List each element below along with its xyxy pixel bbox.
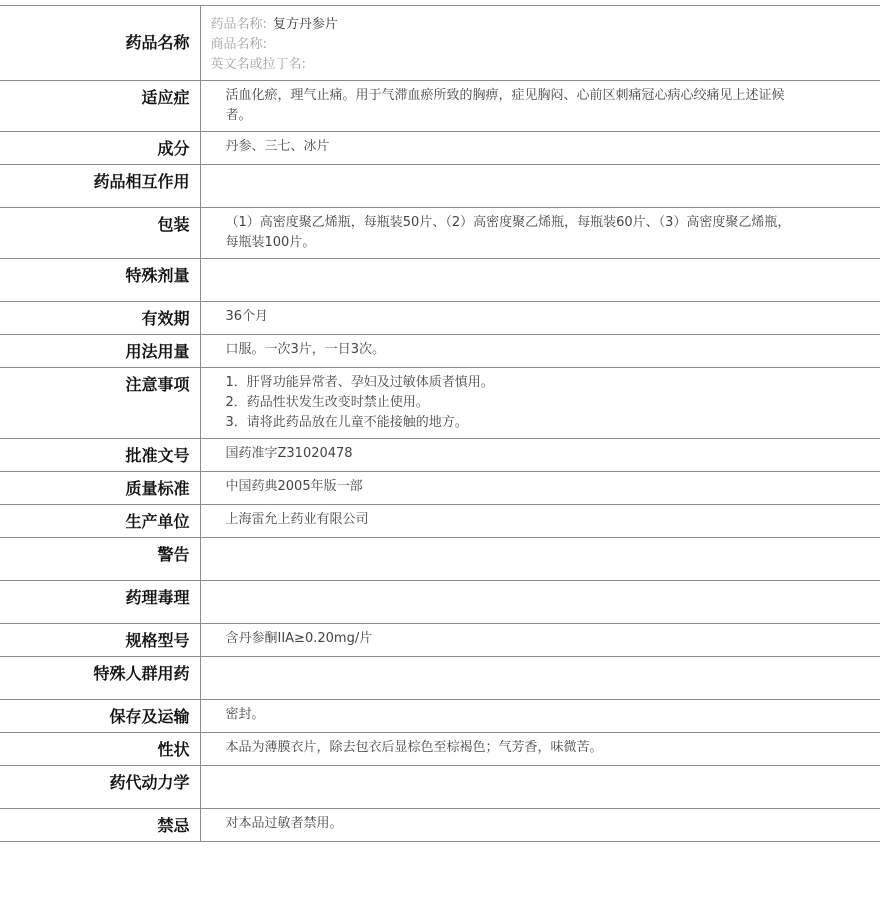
- row-label: 生产单位: [0, 505, 200, 538]
- trade-name-key: 商品名称:: [210, 37, 267, 52]
- row-label: 药理毒理: [0, 581, 200, 624]
- row-value: [200, 538, 880, 581]
- row-manufacturer: [0, 505, 880, 538]
- row-value: 国药准字Z31020478: [200, 439, 880, 472]
- row-value: [200, 581, 880, 624]
- row-label: 性状: [0, 733, 200, 766]
- row-validity: [0, 302, 880, 335]
- english-name-line: [211, 55, 871, 75]
- row-value: 中国药典2005年版一部: [200, 472, 880, 505]
- trade-name-line: [211, 35, 871, 55]
- row-indications: [0, 81, 880, 132]
- row-toxicology: [0, 581, 880, 624]
- row-label: 有效期: [0, 302, 200, 335]
- drug-name-key: 药品名称:: [210, 17, 267, 32]
- row-label: 药品名称: [0, 6, 200, 81]
- row-value: [200, 165, 880, 208]
- row-value: 丹参、三七、冰片: [200, 132, 880, 165]
- row-usage: [0, 335, 880, 368]
- row-label: 包装: [0, 208, 200, 259]
- row-label: 规格型号: [0, 624, 200, 657]
- list-item: 1．肝肾功能异常者、孕妇及过敏体质者慎用。: [225, 375, 494, 390]
- row-label: 特殊人群用药: [0, 657, 200, 700]
- row-value: 密封。: [200, 700, 880, 733]
- drug-name-line: [211, 15, 871, 35]
- row-label: 药代动力学: [0, 766, 200, 809]
- row-label: 用法用量: [0, 335, 200, 368]
- row-value: 本品为薄膜衣片，除去包衣后显棕色至棕褐色；气芳香，味微苦。: [200, 733, 880, 766]
- row-precautions: [0, 368, 880, 439]
- row-value: 含丹参酮IIA≥0.20mg/片: [200, 624, 880, 657]
- row-value: 口服。一次3片，一日3次。: [200, 335, 880, 368]
- row-warning: [0, 538, 880, 581]
- row-label: 注意事项: [0, 368, 200, 439]
- drug-spec-table: [0, 5, 880, 842]
- row-label: 警告: [0, 538, 200, 581]
- row-label: 成分: [0, 132, 200, 165]
- row-packaging: [0, 208, 880, 259]
- row-label: 适应症: [0, 81, 200, 132]
- english-name-key: 英文名或拉丁名:: [210, 57, 306, 72]
- row-label: 质量标准: [0, 472, 200, 505]
- precautions-list: [200, 368, 880, 439]
- row-value: （1）高密度聚乙烯瓶，每瓶装50片、（2）高密度聚乙烯瓶，每瓶装60片、（3）高密度聚乙烯瓶，每瓶装100片。: [200, 208, 880, 259]
- row-value: 活血化瘀，理气止痛。用于气滞血瘀所致的胸痹，症见胸闷、心前区刺痛冠心病心绞痛见上述证候者。: [200, 81, 880, 132]
- row-value: [200, 259, 880, 302]
- row-label: 禁忌: [0, 809, 200, 842]
- row-special-population: [0, 657, 880, 700]
- row-ingredients: [0, 132, 880, 165]
- drug-name-block: [200, 6, 880, 81]
- row-standard: [0, 472, 880, 505]
- row-value: 36个月: [200, 302, 880, 335]
- list-item: 2．药品性状发生改变时禁止使用。: [225, 395, 429, 410]
- row-contraindications: [0, 809, 880, 842]
- row-label: 药品相互作用: [0, 165, 200, 208]
- row-approval: [0, 439, 880, 472]
- row-value: [200, 766, 880, 809]
- drug-name-value: 复方丹参片: [272, 17, 338, 32]
- list-item: 3．请将此药品放在儿童不能接触的地方。: [225, 415, 468, 430]
- row-interactions: [0, 165, 880, 208]
- row-specification: [0, 624, 880, 657]
- row-value: [200, 657, 880, 700]
- row-storage: [0, 700, 880, 733]
- row-label: 特殊剂量: [0, 259, 200, 302]
- row-label: 批准文号: [0, 439, 200, 472]
- row-pharmacokinetics: [0, 766, 880, 809]
- row-value: 对本品过敏者禁用。: [200, 809, 880, 842]
- row-appearance: [0, 733, 880, 766]
- row-drug-name: [0, 6, 880, 81]
- row-label: 保存及运输: [0, 700, 200, 733]
- row-value: 上海雷允上药业有限公司: [200, 505, 880, 538]
- row-special-dosage: [0, 259, 880, 302]
